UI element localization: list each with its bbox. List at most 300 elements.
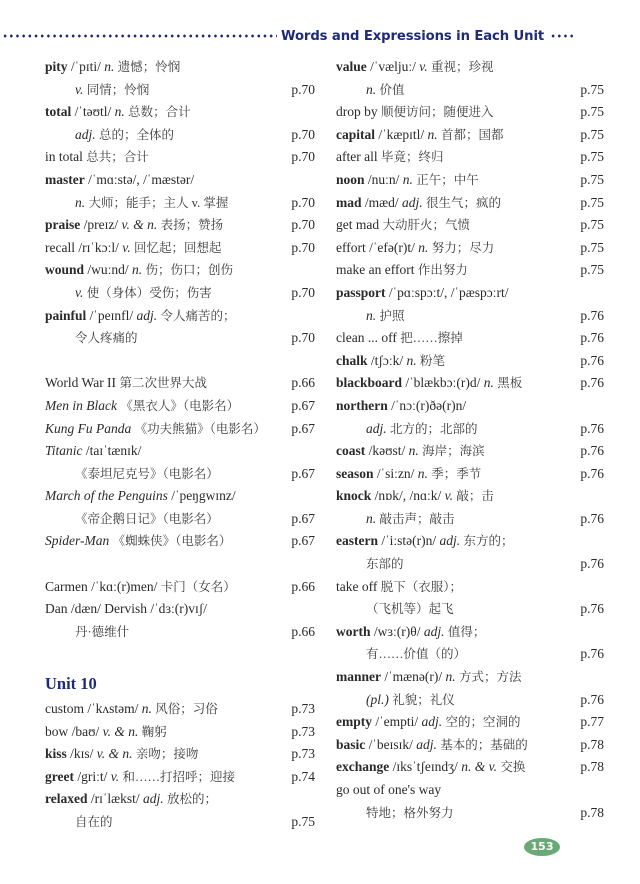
part-of-speech: n. xyxy=(141,701,152,717)
headword: Spider-Man xyxy=(45,533,110,549)
chinese-definition: 同情；怜悯 xyxy=(86,82,150,97)
page-reference: p.70 xyxy=(291,330,315,346)
headword: value xyxy=(336,59,367,74)
headword: northern xyxy=(336,397,388,413)
page-title: Words and Expressions in Each Unit xyxy=(281,28,545,44)
page-reference: p.67 xyxy=(291,510,315,526)
entry-text xyxy=(336,195,501,210)
vocab-entry xyxy=(45,146,315,169)
page-reference: p.76 xyxy=(580,443,604,459)
entry-text xyxy=(45,104,191,119)
phonetic: /taɪˈtænɪk/ xyxy=(85,443,142,459)
vocab-entry xyxy=(45,214,315,237)
phonetic: /dæn/ Dervish /ˈdɜː(r)vɪʃ/ xyxy=(70,601,208,617)
page-reference: p.76 xyxy=(580,330,604,346)
part-of-speech: n. xyxy=(408,443,419,459)
entry-text xyxy=(336,737,528,752)
right-column xyxy=(336,56,604,824)
entry-text xyxy=(336,646,466,661)
headword: custom xyxy=(45,701,84,717)
phonetic: /rɪˈkɔːl/ xyxy=(78,239,119,255)
headword: Dan xyxy=(45,601,68,617)
entry-text xyxy=(45,443,141,458)
entry-text xyxy=(45,308,236,323)
chinese-definition: 总数；合计 xyxy=(128,105,191,120)
entry-text xyxy=(336,217,470,232)
vocab-entry xyxy=(45,698,315,721)
entry-text xyxy=(45,421,266,436)
page-reference: p.75 xyxy=(580,239,604,255)
headword: clean ... off xyxy=(336,330,397,346)
chinese-definition: 正午；中午 xyxy=(416,172,479,187)
chinese-definition: 敲击声；敲击 xyxy=(379,511,455,526)
vocab-entry xyxy=(336,350,604,373)
entry-continuation xyxy=(336,79,604,102)
headword: empty xyxy=(336,714,372,730)
chinese-definition: 很生气；疯的 xyxy=(426,195,502,210)
page-reference: p.73 xyxy=(291,723,315,739)
vocab-entry xyxy=(336,327,604,350)
chinese-definition: 大师；能手；主人 v. 掌握 xyxy=(88,195,229,210)
phonetic: /tʃɔːk/ xyxy=(370,352,404,368)
part-of-speech: n. xyxy=(366,307,377,323)
entry-text xyxy=(45,511,219,526)
entry-text xyxy=(45,127,174,142)
phonetic: /ˈkʌstəm/ xyxy=(87,701,139,717)
vocab-entry xyxy=(45,305,315,328)
vocab-entry xyxy=(45,372,315,395)
headword: season xyxy=(336,465,374,481)
entry-continuation xyxy=(45,192,315,215)
chinese-definition: 遗憾；怜悯 xyxy=(117,60,181,74)
entry-text xyxy=(336,624,485,639)
phonetic: /baʊ/ xyxy=(71,723,100,739)
headword: coast xyxy=(336,443,366,459)
entry-text xyxy=(45,724,167,739)
entry-continuation xyxy=(336,643,604,666)
chinese-definition: 令人疼痛的 xyxy=(75,331,138,346)
page-reference: p.76 xyxy=(580,646,604,662)
vocab-entry xyxy=(336,282,604,305)
entry-text xyxy=(336,262,468,277)
chinese-definition: 礼貌；礼仪 xyxy=(392,692,455,707)
entry-text xyxy=(336,466,481,481)
headword: mad xyxy=(336,194,362,210)
chinese-definition: 空的；空洞的 xyxy=(445,715,521,730)
headword: greet xyxy=(45,768,74,784)
entry-text xyxy=(45,240,222,255)
page-reference: p.76 xyxy=(580,601,604,617)
entry-text xyxy=(45,601,207,616)
chinese-definition: 东方的； xyxy=(463,534,514,549)
page-reference: p.70 xyxy=(291,284,315,300)
phonetic: /ˈpɪti/ xyxy=(70,59,101,74)
page-reference: p.76 xyxy=(580,556,604,572)
chinese-definition: 季；季节 xyxy=(431,466,482,481)
headword: Titanic xyxy=(45,443,83,459)
chinese-definition: 东部的 xyxy=(366,557,404,572)
chinese-definition: 自在的 xyxy=(75,815,113,829)
chinese-definition: 海岸；海滨 xyxy=(422,444,485,459)
page-reference: p.75 xyxy=(580,81,604,97)
dotted-rule-left xyxy=(2,34,277,38)
part-of-speech: (pl.) xyxy=(366,691,389,707)
headword: take off xyxy=(336,578,378,594)
entry-continuation xyxy=(45,79,315,102)
page-reference: p.67 xyxy=(291,465,315,481)
chinese-definition: 鞠躬 xyxy=(141,724,167,739)
entry-text xyxy=(45,398,239,413)
entry-text xyxy=(336,556,404,571)
page-reference: p.75 xyxy=(580,104,604,120)
part-of-speech: adj. xyxy=(423,623,445,639)
part-of-speech: n. xyxy=(406,352,417,368)
entry-continuation xyxy=(336,598,604,621)
chinese-definition: 基本的；基础的 xyxy=(440,737,528,752)
phonetic: /kɪs/ xyxy=(70,746,94,762)
entry-text xyxy=(45,149,149,164)
headword: passport xyxy=(336,284,386,300)
page-reference: p.76 xyxy=(580,375,604,391)
headword: master xyxy=(45,171,85,187)
page-reference: p.75 xyxy=(580,194,604,210)
entry-text xyxy=(336,82,405,97)
unit-heading: Unit 10 xyxy=(45,674,97,694)
page-reference: p.75 xyxy=(580,126,604,142)
chinese-definition: 值得； xyxy=(447,624,486,639)
phonetic: /kəʊst/ xyxy=(368,443,406,459)
phonetic: /wuːnd/ xyxy=(87,262,129,278)
entry-continuation xyxy=(45,463,315,486)
entry-text xyxy=(45,330,138,345)
chinese-definition: 卡门（女名） xyxy=(160,579,236,594)
part-of-speech: v. xyxy=(444,488,454,504)
vocab-entry xyxy=(336,485,604,508)
chinese-definition: 毕竟；终归 xyxy=(380,150,444,165)
page-reference: p.76 xyxy=(580,352,604,368)
vocab-entry xyxy=(336,756,604,779)
page-reference: p.66 xyxy=(291,375,315,391)
page-reference: p.70 xyxy=(291,126,315,142)
vocab-entry xyxy=(336,711,604,734)
entry-continuation xyxy=(45,282,315,305)
entry-text xyxy=(336,104,494,119)
vocab-entry xyxy=(45,169,315,192)
vocab-entry xyxy=(45,766,315,789)
vocab-entry xyxy=(336,530,604,553)
page-reference: p.77 xyxy=(580,714,604,730)
part-of-speech: adj. xyxy=(136,307,158,323)
entry-text xyxy=(336,805,454,820)
vocab-entry xyxy=(45,237,315,260)
entry-continuation xyxy=(336,305,604,328)
page-reference: p.67 xyxy=(291,533,315,549)
phonetic: /wɜː(r)θ/ xyxy=(373,623,421,639)
part-of-speech: n. xyxy=(366,510,377,526)
page-reference: p.78 xyxy=(580,804,604,820)
entry-text xyxy=(45,769,235,784)
headword: basic xyxy=(336,736,366,752)
chinese-definition: 有……价值（的） xyxy=(366,647,467,662)
chinese-definition: 脱下（衣服）； xyxy=(380,579,462,594)
page-reference: p.73 xyxy=(291,746,315,762)
page-reference: p.76 xyxy=(580,307,604,323)
part-of-speech: adj. xyxy=(75,126,96,142)
chinese-definition: 伤；伤口；创伤 xyxy=(145,263,234,278)
chinese-definition: 丹·德维什 xyxy=(75,624,130,639)
chinese-definition: 第二次世界大战 xyxy=(119,376,207,391)
entry-text xyxy=(45,791,217,806)
entry-text xyxy=(45,195,228,210)
headword: knock xyxy=(336,488,372,504)
part-of-speech: n. xyxy=(417,465,428,481)
part-of-speech: n. & v. xyxy=(461,759,497,775)
vocab-entry xyxy=(336,169,604,192)
entry-text xyxy=(336,149,444,164)
part-of-speech: adj. xyxy=(402,194,423,210)
headword: World War II xyxy=(45,375,117,391)
chinese-definition: 大动肝火；气愤 xyxy=(382,218,471,233)
page-reference: p.70 xyxy=(291,239,315,255)
page-reference: p.73 xyxy=(291,701,315,717)
entry-text xyxy=(336,240,494,255)
page-number-badge: 153 xyxy=(524,838,560,856)
entry-text xyxy=(336,579,462,594)
headword: after all xyxy=(336,149,378,165)
vocab-entry xyxy=(336,734,604,757)
headword: manner xyxy=(336,669,381,685)
page-reference: p.70 xyxy=(291,194,315,210)
entry-text xyxy=(45,466,219,481)
chinese-definition: 《蜘蛛侠》（电影名） xyxy=(112,534,232,549)
entry-text xyxy=(45,375,207,390)
vocab-entry xyxy=(336,463,604,486)
phonetic: /nuːn/ xyxy=(367,171,400,187)
part-of-speech: v. & n. xyxy=(121,217,158,233)
chinese-definition: 放松的； xyxy=(167,792,218,807)
headword: Carmen xyxy=(45,578,88,594)
entry-continuation xyxy=(45,124,315,147)
vocab-entry xyxy=(336,101,604,124)
headword: relaxed xyxy=(45,791,88,807)
section-spacer xyxy=(45,553,315,576)
entry-text xyxy=(45,579,236,594)
entry-text xyxy=(336,172,479,187)
vocab-entry xyxy=(45,576,315,599)
chinese-definition: （飞机等）起飞 xyxy=(366,602,454,617)
chinese-definition: 价值 xyxy=(379,82,405,97)
entry-text xyxy=(336,127,504,142)
part-of-speech: n. xyxy=(445,669,456,685)
vocab-entry xyxy=(336,395,604,418)
page-reference: p.75 xyxy=(580,149,604,165)
part-of-speech: n. xyxy=(114,104,125,120)
part-of-speech: adj. xyxy=(366,420,387,436)
phonetic: /ˈmɑːstə/, /ˈmæstər/ xyxy=(88,171,195,187)
entry-text xyxy=(336,330,463,345)
chinese-definition: 表扬；赞扬 xyxy=(160,218,224,233)
headword: in total xyxy=(45,149,83,165)
entry-continuation xyxy=(336,508,604,531)
phonetic: /ˈblækbɔː(r)d/ xyxy=(405,375,481,391)
entry-continuation xyxy=(336,689,604,712)
chinese-definition: 和……打招呼；迎接 xyxy=(122,769,235,784)
headword: capital xyxy=(336,126,375,142)
headword: worth xyxy=(336,623,371,639)
page-reference: p.66 xyxy=(291,578,315,594)
phonetic: /ɪksˈtʃeɪndʒ/ xyxy=(392,759,458,775)
headword: exchange xyxy=(336,759,390,775)
phonetic: /rɪˈlækst/ xyxy=(90,791,140,807)
entry-text xyxy=(45,262,233,277)
headword: Kung Fu Panda xyxy=(45,420,132,436)
phonetic: /nɒk/, /nɑːk/ xyxy=(374,488,442,504)
headword: recall xyxy=(45,239,75,255)
phonetic: /ˈefə(r)t/ xyxy=(369,239,415,255)
vocab-entry xyxy=(45,530,315,553)
vocab-entry xyxy=(336,576,604,599)
entry-continuation xyxy=(45,508,315,531)
phonetic: /ˈvæljuː/ xyxy=(370,59,416,74)
entry-text xyxy=(45,814,113,829)
entry-text xyxy=(336,782,441,797)
headword: effort xyxy=(336,239,366,255)
vocab-entry xyxy=(336,372,604,395)
phonetic: /ˈkɑː(r)men/ xyxy=(91,578,158,594)
vocab-entry xyxy=(336,146,604,169)
entry-continuation xyxy=(45,327,315,350)
chinese-definition: 总共；合计 xyxy=(86,150,149,165)
entry-text xyxy=(45,488,236,503)
part-of-speech: v. xyxy=(75,284,84,300)
headword: painful xyxy=(45,307,87,323)
part-of-speech: adj. xyxy=(143,791,164,807)
section-spacer xyxy=(45,643,315,666)
entry-text xyxy=(336,353,445,368)
headword: kiss xyxy=(45,746,67,762)
phonetic: /ˈempti/ xyxy=(375,714,419,730)
chinese-definition: 首都；国都 xyxy=(441,127,504,142)
chinese-definition: 作出努力 xyxy=(417,263,468,278)
part-of-speech: v. & n. xyxy=(96,746,133,762)
part-of-speech: v. xyxy=(110,768,120,784)
entry-text xyxy=(336,533,514,548)
phonetic: /ˈbeɪsɪk/ xyxy=(368,736,413,752)
part-of-speech: v. xyxy=(122,239,131,255)
part-of-speech: n. xyxy=(132,262,143,278)
left-column xyxy=(45,56,315,834)
vocab-entry xyxy=(45,788,315,811)
part-of-speech: v. xyxy=(419,59,428,74)
chinese-definition: 努力；尽力 xyxy=(431,240,495,255)
entry-text xyxy=(45,701,218,716)
vocab-entry xyxy=(45,259,315,282)
page-reference: p.76 xyxy=(580,420,604,436)
page-reference: p.67 xyxy=(291,397,315,413)
phonetic: /ˈmænə(r)/ xyxy=(384,669,443,685)
chinese-definition: 《泰坦尼克号》（电影名） xyxy=(75,466,219,481)
entry-text xyxy=(45,285,212,300)
chinese-definition: 顺便访问；随便进入 xyxy=(381,105,494,120)
page-reference: p.78 xyxy=(580,736,604,752)
chinese-definition: 《帝企鹅日记》（电影名） xyxy=(75,511,219,526)
part-of-speech: adj. xyxy=(439,533,461,549)
vocab-entry xyxy=(45,743,315,766)
chinese-definition: 令人痛苦的； xyxy=(160,308,236,323)
headword: bow xyxy=(45,723,69,739)
page-reference: p.66 xyxy=(291,623,315,639)
page-reference: p.67 xyxy=(291,420,315,436)
entry-text xyxy=(45,533,231,548)
vocab-entry xyxy=(45,101,315,124)
entry-text xyxy=(336,669,522,684)
part-of-speech: n. xyxy=(418,239,429,255)
vocab-entry xyxy=(45,598,315,621)
vocab-entry xyxy=(336,779,604,802)
entry-continuation xyxy=(45,811,315,834)
phonetic: /ˈiːstə(r)n/ xyxy=(381,533,437,549)
page-reference: p.74 xyxy=(291,768,315,784)
vocab-entry xyxy=(336,124,604,147)
vocab-entry xyxy=(336,666,604,689)
entry-text xyxy=(45,746,198,761)
phonetic: /ˈtəʊtl/ xyxy=(74,104,112,120)
vocab-entry xyxy=(336,192,604,215)
chinese-definition: 《功夫熊猫》（电影名） xyxy=(134,421,266,436)
phonetic: /ˈpeɪnfl/ xyxy=(89,307,134,323)
entry-text xyxy=(45,172,194,187)
entry-continuation xyxy=(336,802,604,825)
chinese-definition: 总的；全体的 xyxy=(99,127,175,142)
phonetic: /ˈsiːzn/ xyxy=(376,465,415,481)
page-reference: p.75 xyxy=(580,217,604,233)
entry-text xyxy=(336,511,455,526)
page-reference: p.70 xyxy=(291,149,315,165)
headword: praise xyxy=(45,217,81,233)
chinese-definition: 把……擦掉 xyxy=(400,331,463,346)
entry-text xyxy=(336,59,494,74)
entry-continuation xyxy=(45,621,315,644)
entry-text xyxy=(336,714,521,729)
headword: noon xyxy=(336,171,365,187)
entry-text xyxy=(336,601,454,616)
page-reference: p.75 xyxy=(291,814,315,829)
chinese-definition: 特地；格外努力 xyxy=(366,805,454,820)
page-reference: p.78 xyxy=(580,759,604,775)
headword: make an effort xyxy=(336,262,415,278)
part-of-speech: n. xyxy=(483,375,494,391)
part-of-speech: v. xyxy=(75,81,84,97)
entry-text xyxy=(45,217,223,232)
phonetic: /ˈpɑːspɔːt/, /ˈpæspɔːrt/ xyxy=(388,284,509,300)
entry-continuation xyxy=(336,418,604,441)
chinese-definition: 北方的；北部的 xyxy=(390,421,478,436)
chinese-definition: 黑板 xyxy=(497,376,523,391)
headword: wound xyxy=(45,262,85,278)
vocab-entry xyxy=(45,418,315,441)
entry-text xyxy=(336,375,522,390)
entry-continuation xyxy=(336,553,604,576)
page-reference: p.70 xyxy=(291,81,315,97)
part-of-speech: v. & n. xyxy=(102,723,139,739)
entry-text xyxy=(336,421,478,436)
entry-text xyxy=(336,488,494,503)
page-reference: p.76 xyxy=(580,691,604,707)
entry-text xyxy=(336,443,485,458)
page-header xyxy=(0,26,640,46)
page-reference: p.76 xyxy=(580,465,604,481)
vocab-entry xyxy=(336,259,604,282)
